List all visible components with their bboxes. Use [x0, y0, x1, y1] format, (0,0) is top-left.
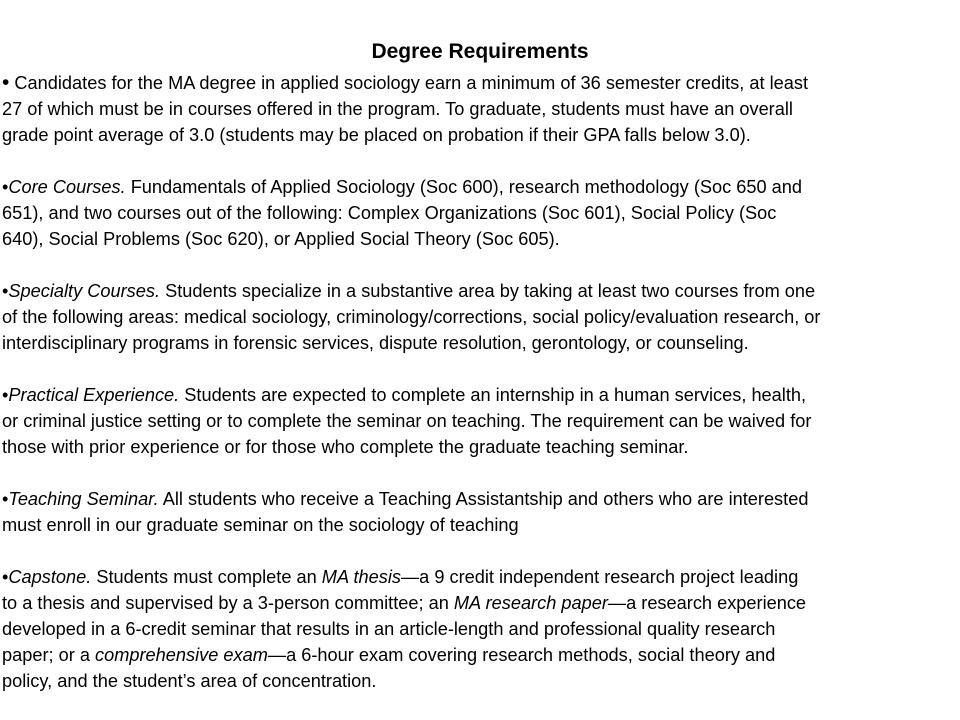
practical-experience-heading: Practical Experience. — [8, 385, 180, 405]
bullet: • — [2, 567, 9, 587]
practical-experience-paragraph: •Practical Experience. Students are expected to complete an internship in a human services, health, or criminal justice setting or to complete the seminar on teaching. The requirement can be waived for those with prior experience or for those who complete the graduate teaching seminar. — [2, 385, 812, 457]
core-courses-heading: Core Courses. — [8, 177, 126, 197]
capstone-heading: Capstone. — [8, 567, 92, 587]
teaching-seminar-paragraph: •Teaching Seminar. All students who receive a Teaching Assistantship and others who are interested must enroll in our graduate seminar on the sociology of teaching — [2, 489, 809, 535]
specialty-courses-heading: Specialty Courses. — [8, 281, 161, 301]
bullet: • — [2, 281, 9, 301]
specialty-courses-paragraph: •Specialty Courses. Students specialize in a substantive area by taking at least two courses from one of the following areas: medical sociology, criminology/corrections, social policy/evaluation research, or interdisciplinary programs in forensic services, dispute resolution, gerontology, or counseling. — [2, 281, 821, 353]
comprehensive-exam-term: comprehensive exam — [95, 645, 268, 665]
page-title: Degree Requirements — [371, 40, 589, 63]
ma-research-paper-term: MA research paper — [453, 593, 608, 613]
intro-paragraph: • Candidates for the MA degree in applied sociology earn a minimum of 36 semester credits, at least 27 of which must be in courses offered in the program. To graduate, students must have an overall grade point average of 3.0 (students may be placed on probation if their GPA falls below 3.0). — [2, 71, 809, 145]
ma-thesis-term: MA thesis — [321, 567, 401, 587]
bullet: • — [2, 385, 9, 405]
bullet: • — [2, 177, 9, 197]
core-courses-paragraph: •Core Courses. Fundamentals of Applied Sociology (Soc 600), research methodology (Soc 650 and 651), and two courses out of the following: Complex Organizations (Soc 601), Social Policy (Soc 640), Social Problems (Soc 620), or Applied Social Theory (Soc 605). — [2, 177, 803, 249]
capstone-paragraph: •Capstone. Students must complete an MA thesis—a 9 credit independent research project leading to a thesis and supervised by a 3-person committee; an MA research paper—a research experience developed in a 6-credit seminar that results in an article-length and professional quality research paper; or a comprehensive exam—a 6-hour exam covering research methods, social theory and policy, and the student’s area of concentration. — [2, 567, 807, 691]
bullet: • — [2, 489, 9, 509]
requirements-body — [2, 70, 960, 694]
teaching-seminar-heading: Teaching Seminar. — [8, 489, 159, 509]
bullet: • — [2, 71, 10, 94]
